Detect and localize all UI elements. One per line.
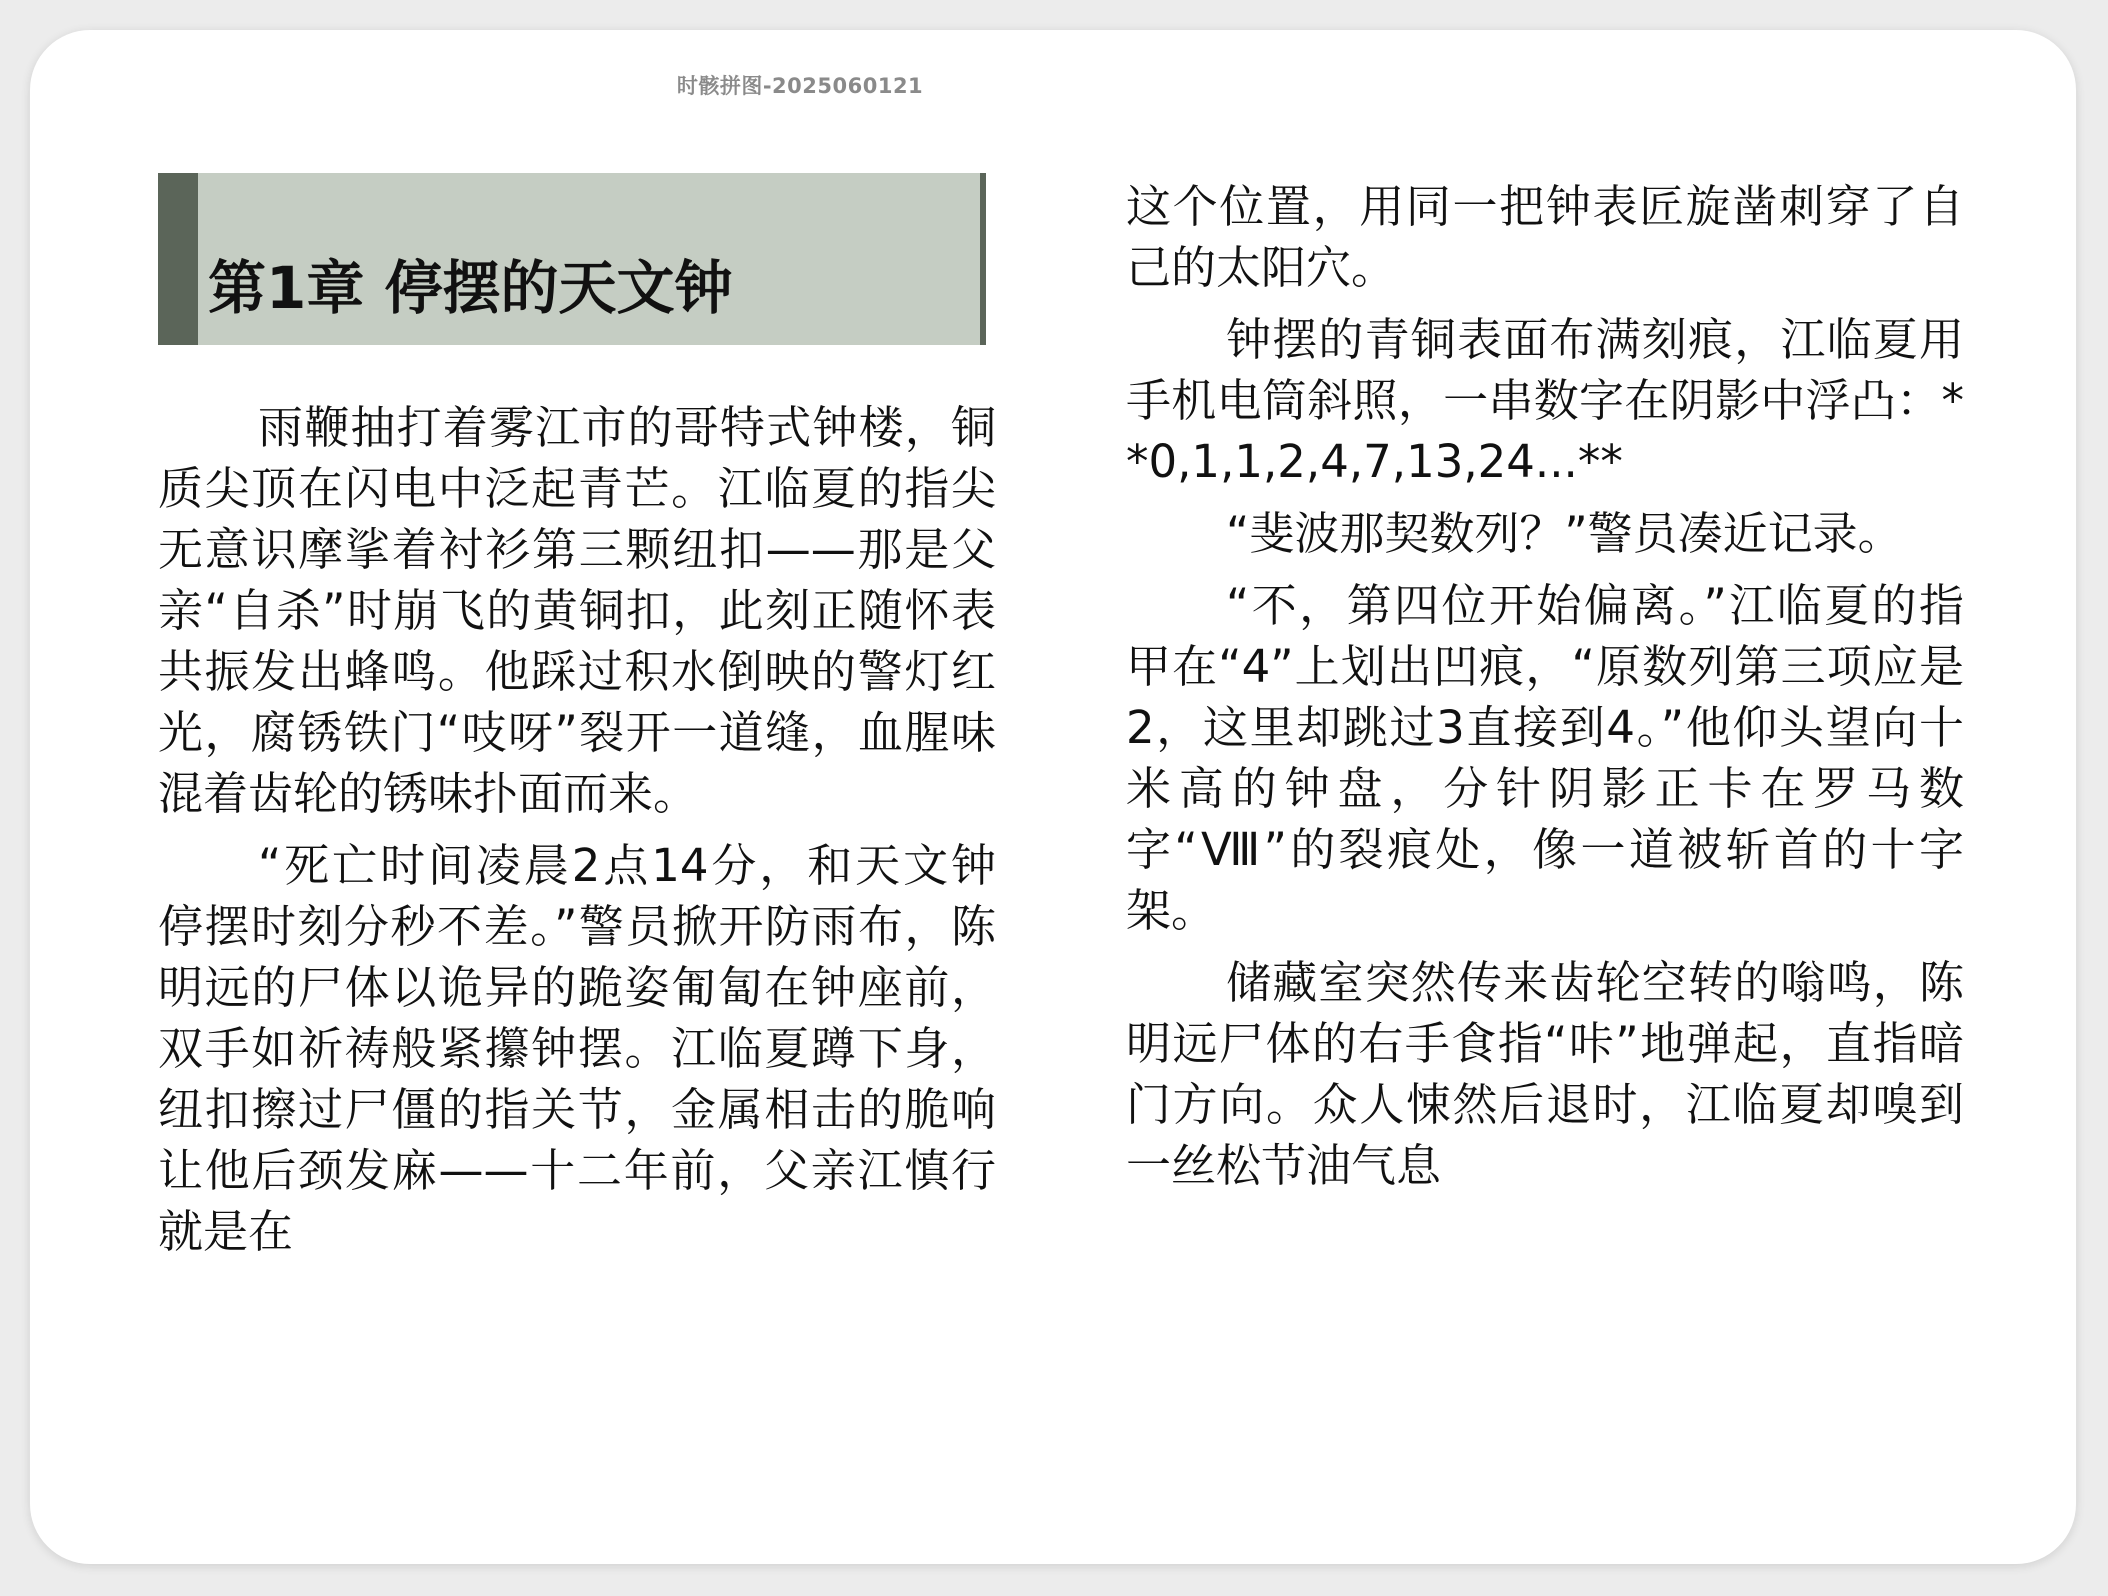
- chapter-header-accent-bar: [158, 173, 198, 345]
- left-column: [158, 173, 996, 1273]
- paragraph: 储藏室突然传来齿轮空转的嗡鸣，陈明远尸体的右手食指“咔”地弹起，直指暗门方向。众人悚然后退时，江临夏却嗅到一丝松节油气息: [1126, 956, 1964, 1192]
- paragraph: “斐波那契数列？”警员凑近记录。: [1226, 507, 1903, 560]
- paragraph: 雨鞭抽打着雾江市的哥特式钟楼，铜质尖顶在闪电中泛起青芒。江临夏的指尖无意识摩挲着衬衫第三颗纽扣——那是父亲“自杀”时崩飞的黄铜扣，此刻正随怀表共振发出蜂鸣。他踩过积水倒映的警灯红光，腐锈铁门“吱呀”裂开一道缝，血腥味混着齿轮的锈味扑面而来。: [158, 401, 996, 820]
- chapter-title: 第1章 停摆的天文钟: [208, 254, 733, 322]
- chapter-header: [158, 173, 986, 345]
- paragraph: 钟摆的青铜表面布满刻痕，江临夏用手机电筒斜照，一串数字在阴影中浮凸：**0,1,1,2,4,7,13,24...**: [1126, 313, 1964, 488]
- right-column: [1126, 176, 1964, 1207]
- paragraph-continuation: 这个位置，用同一把钟表匠旋凿刺穿了自己的太阳穴。: [1126, 180, 1964, 294]
- paragraph: “不，第四位开始偏离。”江临夏的指甲在“4”上划出凹痕，“原数列第三项应是2，这里却跳过3直接到4。”他仰头望向十米高的钟盘，分针阴影正卡在罗马数字“Ⅷ”的裂痕处，像一道被斩首的十字架。: [1126, 579, 1964, 937]
- document-label: 时骸拼图-2025060121: [676, 74, 924, 98]
- page-card: [30, 30, 2076, 1564]
- paragraph: “死亡时间凌晨2点14分，和天文钟停摆时刻分秒不差。”警员掀开防雨布，陈明远的尸体以诡异的跪姿匍匐在钟座前，双手如祈祷般紧攥钟摆。江临夏蹲下身，纽扣擦过尸僵的指关节，金属相击的脆响让他后颈发麻——十二年前，父亲江慎行就是在: [158, 839, 996, 1258]
